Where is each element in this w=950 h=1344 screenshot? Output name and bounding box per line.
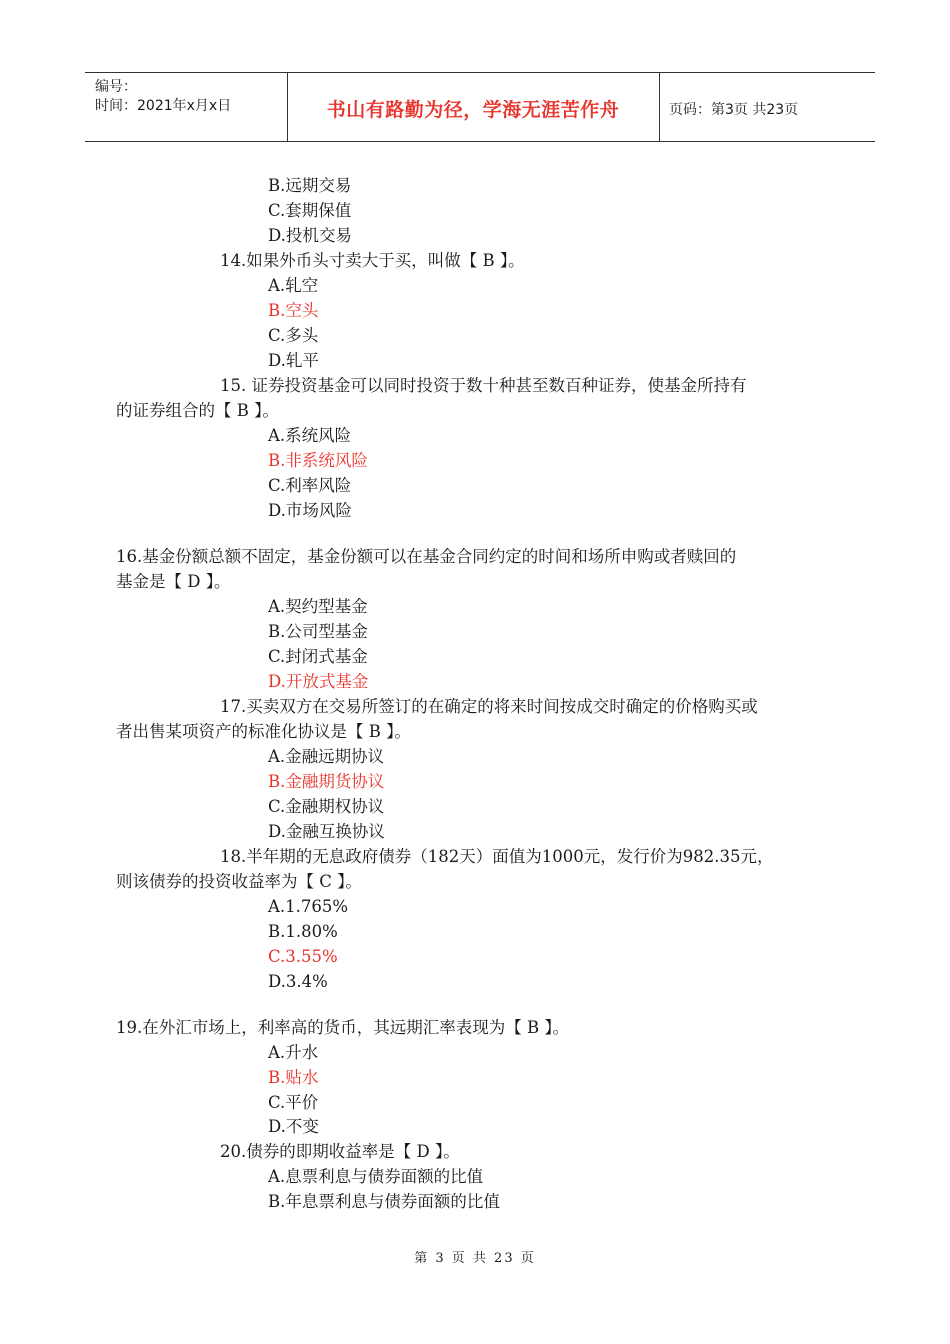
question-text-line: 17.买卖双方在交易所签订的在确定的将来时间按成交时确定的价格购买或 (220, 697, 758, 716)
question-text-line: D.轧平 (268, 351, 319, 370)
document-number-label: 编号： (95, 79, 137, 95)
question-text-line: B.远期交易 (268, 176, 352, 195)
document-time-label: 时间：2021年x月x日 (95, 98, 232, 114)
question-text-line: 15. 证券投资基金可以同时投资于数十种甚至数百种证券，使基金所持有 (220, 376, 747, 395)
question-text-line: C.金融期权协议 (268, 797, 385, 816)
question-text-line: C.套期保值 (268, 201, 352, 220)
question-text-line: A.契约型基金 (268, 597, 368, 616)
question-text-line: 则该债券的投资收益率为【 C 】。 (116, 872, 362, 891)
header-page-info: 页码：第3页 共23页 (669, 102, 799, 118)
question-text-line: C.平价 (268, 1093, 319, 1112)
question-text-line: A.1.765% (268, 897, 349, 916)
question-text-line: A.息票利息与债券面额的比值 (268, 1167, 484, 1186)
question-text-line: 16.基金份额总额不固定，基金份额可以在基金合同约定的时间和场所申购或者赎回的 (116, 547, 737, 566)
page-footer: 第 3 页 共 23 页 (414, 1251, 536, 1266)
question-text-line: 基金是【 D 】。 (116, 572, 231, 591)
header-middle-cell (287, 73, 660, 141)
page-header (85, 72, 875, 142)
answer-option-line: C.3.55% (268, 947, 338, 966)
question-text-line: A.金融远期协议 (268, 747, 385, 766)
answer-option-line: B.空头 (268, 301, 319, 320)
question-text-line: 者出售某项资产的标准化协议是【 B 】。 (116, 722, 411, 741)
question-text-line: 19.在外汇市场上，利率高的货币，其远期汇率表现为【 B 】。 (116, 1018, 570, 1037)
header-left-cell (85, 73, 288, 141)
question-text-line: D.不变 (268, 1117, 319, 1136)
question-text-line: 20.债券的即期收益率是【 D 】。 (220, 1142, 460, 1161)
question-text-line: B.公司型基金 (268, 622, 368, 641)
question-text-line: D.3.4% (268, 972, 328, 991)
answer-option-line: B.贴水 (268, 1068, 319, 1087)
header-motto: 书山有路勤为径，学海无涯苦作舟 (326, 99, 620, 121)
answer-option-line: B.金融期货协议 (268, 772, 385, 791)
question-text-line: D.投机交易 (268, 226, 352, 245)
question-text-line: 的证券组合的【 B 】。 (116, 401, 279, 420)
question-text-line: B.1.80% (268, 922, 338, 941)
question-text-line: A.升水 (268, 1043, 319, 1062)
question-text-line: D.金融互换协议 (268, 822, 385, 841)
question-text-line: A.轧空 (268, 276, 319, 295)
question-text-line: A.系统风险 (268, 426, 352, 445)
question-text-line: D.市场风险 (268, 501, 352, 520)
question-text-line: B.年息票利息与债券面额的比值 (268, 1192, 500, 1211)
question-text-line: 14.如果外币头寸卖大于买，叫做【 B 】。 (220, 251, 525, 270)
question-text-line: C.封闭式基金 (268, 647, 368, 666)
header-right-cell (659, 73, 875, 141)
answer-option-line: B.非系统风险 (268, 451, 368, 470)
answer-option-line: D.开放式基金 (268, 672, 369, 691)
question-text-line: 18.半年期的无息政府债券（182天）面值为1000元，发行价为982.35元， (220, 847, 774, 866)
question-text-line: C.利率风险 (268, 476, 352, 495)
question-text-line: C.多头 (268, 326, 319, 345)
